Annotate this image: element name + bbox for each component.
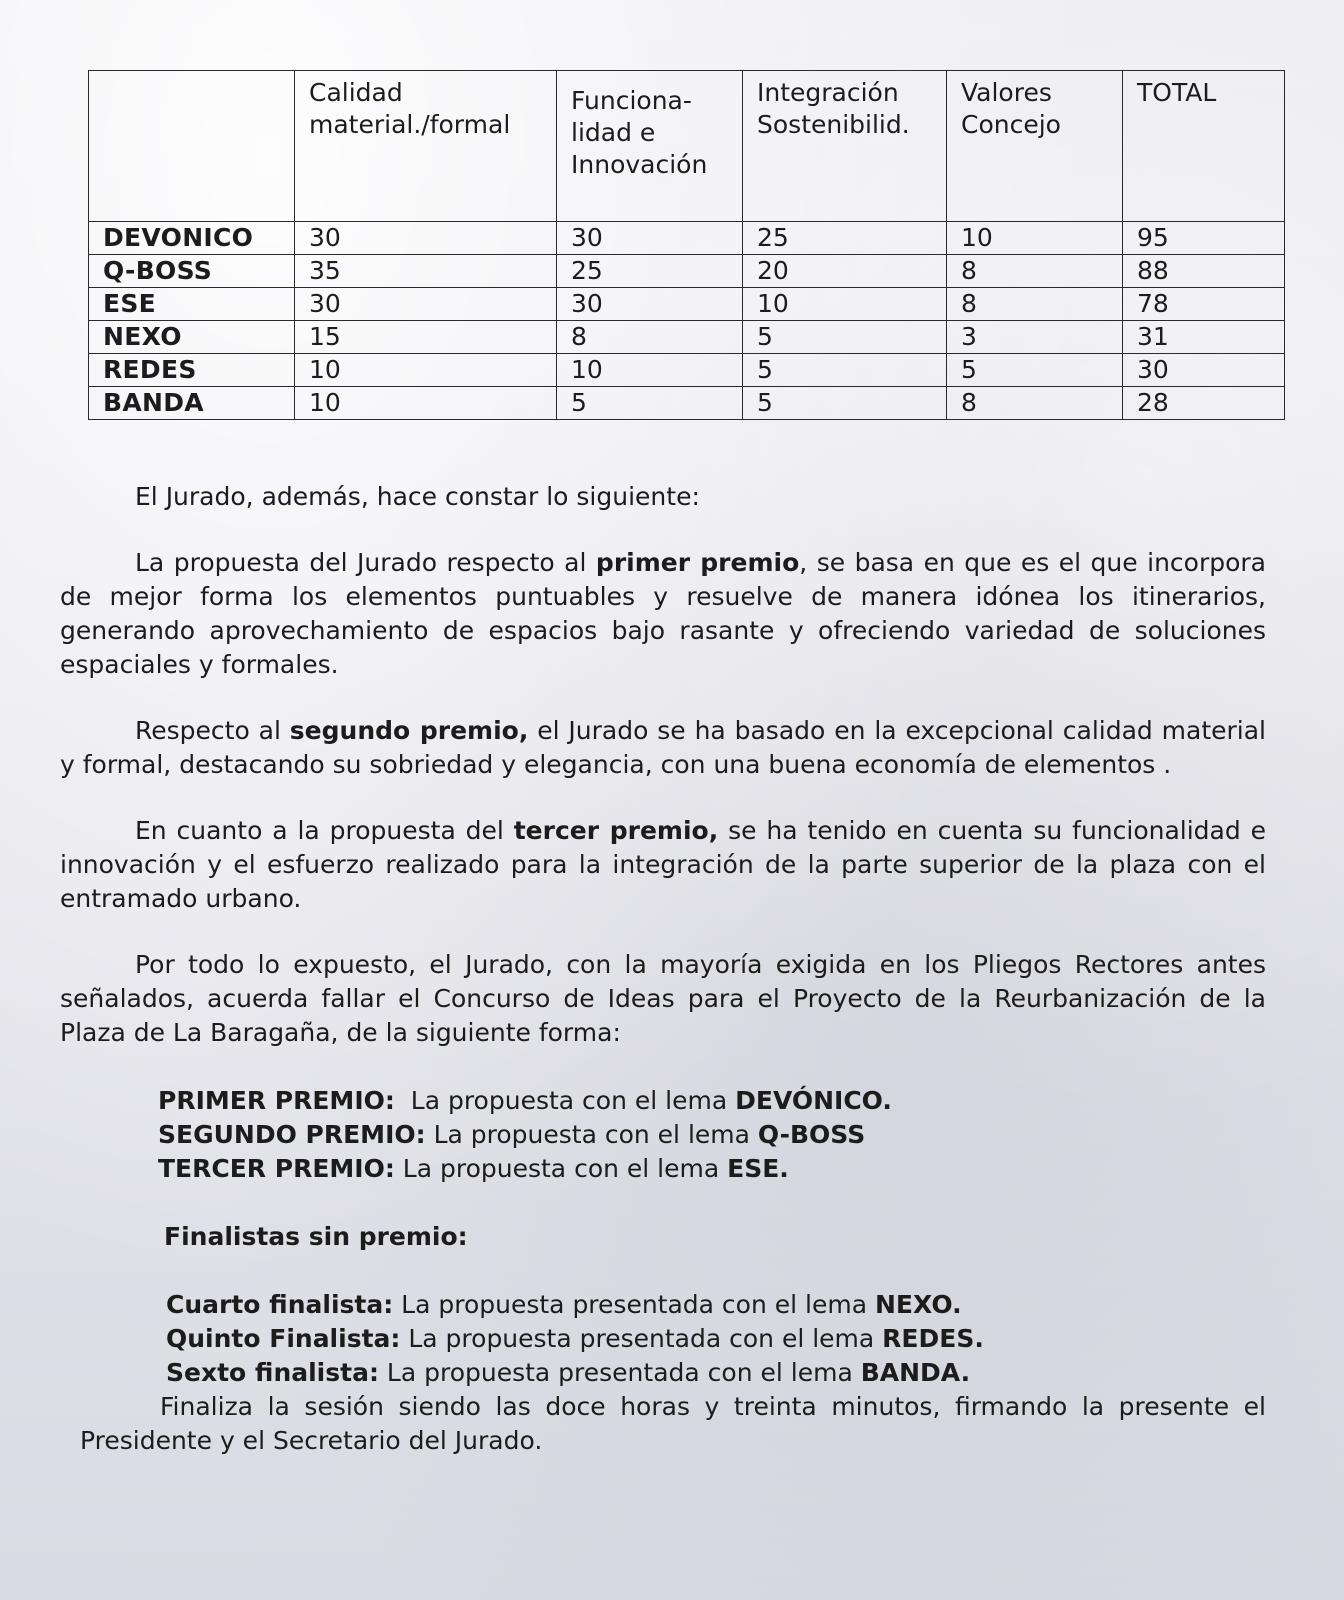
cell-value: 5	[743, 321, 947, 354]
awards-list	[60, 1084, 1266, 1186]
score-table	[88, 70, 1285, 420]
cell-value: 8	[557, 321, 743, 354]
cell-value: 8	[947, 387, 1123, 420]
paragraph-verdict: Por todo lo expuesto, el Jurado, con la mayoría exigida en los Pliegos Rectores antes señalados, acuerda fallar el Concurso de Ideas para el Proyecto de la Reurbanización de la Plaza de La Baragaña, de la siguiente forma:	[60, 950, 1266, 1047]
header-funcionalidad: Funciona- lidad e Innovación	[557, 71, 743, 222]
finalists-title: Finalistas sin premio:	[164, 1222, 468, 1251]
table-row	[89, 387, 1285, 420]
cell-total: 88	[1123, 255, 1285, 288]
cell-value: 10	[743, 288, 947, 321]
cell-value: 20	[743, 255, 947, 288]
finalist-item: Sexto finalista: La propuesta presentada con el lema BANDA.	[166, 1358, 971, 1387]
cell-value: 5	[947, 354, 1123, 387]
paragraph-second-prize: Respecto al segundo premio, el Jurado se ha basado en la excepcional calidad material y formal, destacando su sobriedad y elegancia, con una buena economía de elementos .	[60, 716, 1266, 779]
cell-total: 95	[1123, 222, 1285, 255]
table-header-row	[89, 71, 1285, 222]
award-item: PRIMER PREMIO: La propuesta con el lema DEVÓNICO.	[158, 1086, 892, 1115]
row-name: REDES	[89, 354, 295, 387]
cell-value: 15	[295, 321, 557, 354]
header-calidad: Calidad material./formal	[295, 71, 557, 222]
emphasis-first-prize: primer premio	[595, 548, 800, 577]
cell-value: 5	[743, 354, 947, 387]
cell-value: 10	[947, 222, 1123, 255]
cell-value: 5	[743, 387, 947, 420]
emphasis-second-prize: segundo premio,	[289, 716, 529, 745]
intro-text: El Jurado, además, hace constar lo siguiente:	[135, 482, 700, 511]
cell-value: 30	[557, 288, 743, 321]
award-item: TERCER PREMIO: La propuesta con el lema ESE.	[158, 1154, 789, 1183]
cell-value: 25	[743, 222, 947, 255]
table-row	[89, 255, 1285, 288]
cell-value: 30	[295, 222, 557, 255]
document-body	[60, 480, 1266, 1458]
paragraph-first-prize: La propuesta del Jurado respecto al primer premio, se basa en que es el que incorpora de mejor forma los elementos puntuables y resuelve de manera idónea los itinerarios, generando aprovechamiento de espacios bajo rasante y ofreciendo variedad de soluciones espaciales y formales.	[60, 548, 1266, 679]
table-row	[89, 288, 1285, 321]
cell-value: 8	[947, 288, 1123, 321]
header-total: TOTAL	[1123, 71, 1285, 222]
finalists-list	[60, 1288, 1266, 1390]
cell-value: 5	[557, 387, 743, 420]
header-valores: Valores Concejo	[947, 71, 1123, 222]
cell-value: 25	[557, 255, 743, 288]
header-integracion: Integración Sostenibilid.	[743, 71, 947, 222]
table-row	[89, 354, 1285, 387]
row-name: DEVONICO	[89, 222, 295, 255]
table-row	[89, 321, 1285, 354]
row-name: Q-BOSS	[89, 255, 295, 288]
row-name: ESE	[89, 288, 295, 321]
row-name: NEXO	[89, 321, 295, 354]
cell-total: 30	[1123, 354, 1285, 387]
row-name: BANDA	[89, 387, 295, 420]
cell-value: 10	[295, 387, 557, 420]
cell-value: 10	[295, 354, 557, 387]
emphasis-third-prize: tercer premio,	[513, 816, 719, 845]
cell-total: 28	[1123, 387, 1285, 420]
table-row	[89, 222, 1285, 255]
award-item: SEGUNDO PREMIO: La propuesta con el lema Q-BOSS	[158, 1120, 866, 1149]
cell-value: 10	[557, 354, 743, 387]
cell-value: 8	[947, 255, 1123, 288]
cell-total: 78	[1123, 288, 1285, 321]
paragraph-third-prize: En cuanto a la propuesta del tercer premio, se ha tenido en cuenta su funcionalidad e innovación y el esfuerzo realizado para la integración de la parte superior de la plaza con el entramado urbano.	[60, 816, 1267, 913]
cell-value: 3	[947, 321, 1123, 354]
cell-value: 30	[557, 222, 743, 255]
cell-value: 30	[295, 288, 557, 321]
header-empty	[89, 71, 295, 222]
finalist-item: Quinto Finalista: La propuesta presentada con el lema REDES.	[166, 1324, 984, 1353]
finalist-item: Cuarto finalista: La propuesta presentada con el lema NEXO.	[166, 1290, 962, 1319]
closing-paragraph: Finaliza la sesión siendo las doce horas y treinta minutos, firmando la presente el Presidente y el Secretario del Jurado.	[80, 1392, 1266, 1455]
cell-total: 31	[1123, 321, 1285, 354]
cell-value: 35	[295, 255, 557, 288]
